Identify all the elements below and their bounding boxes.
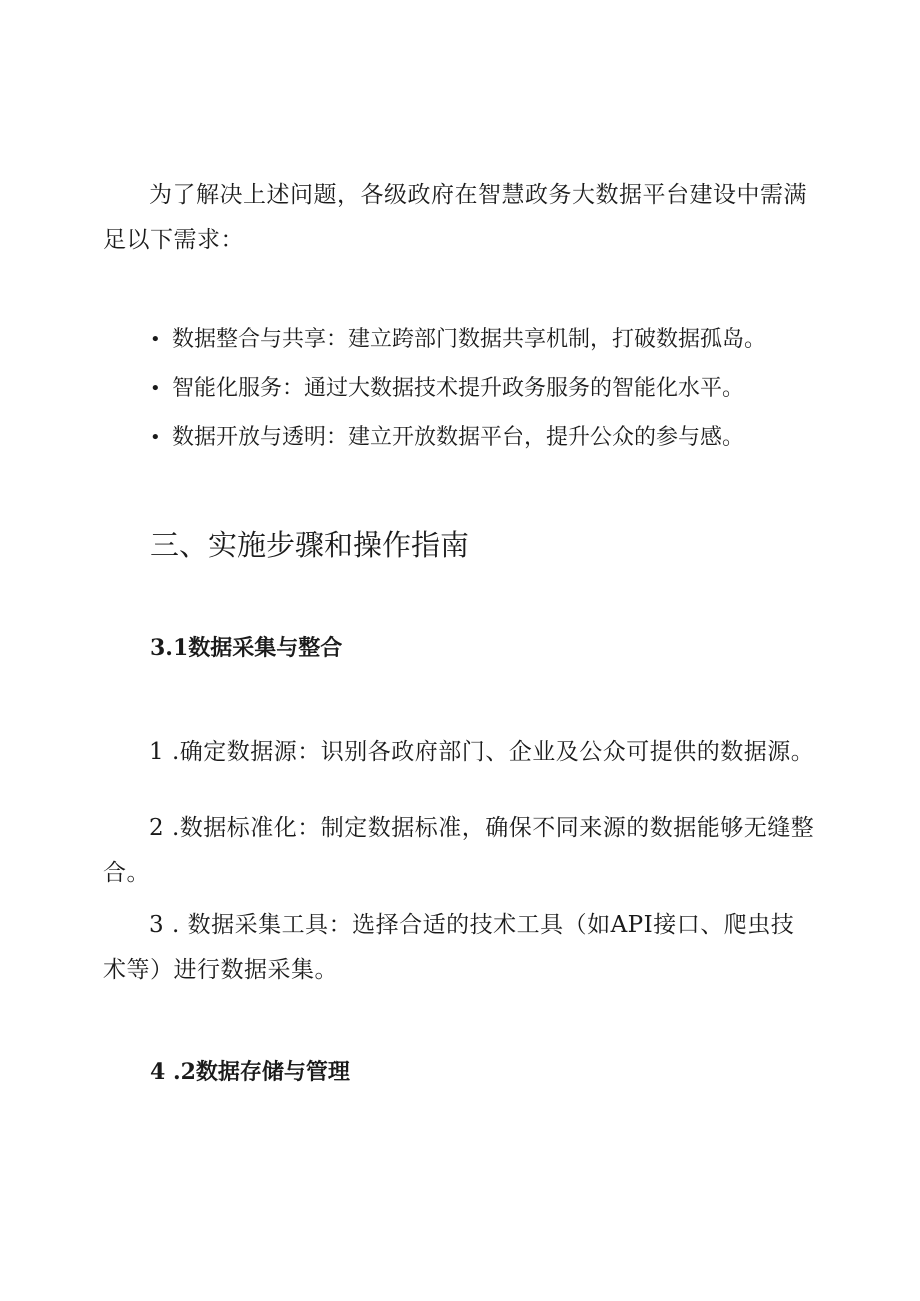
bullet-icon: • (150, 427, 161, 448)
step-2-paragraph: 2 .数据标准化：制定数据标准，确保不同来源的数据能够无缝整合。 (103, 815, 815, 886)
requirement-text: 数据整合与共享：建立跨部门数据共享机制，打破数据孤岛。 (172, 327, 767, 352)
requirement-text: 数据开放与透明：建立开放数据平台，提升公众的参与感。 (172, 425, 745, 450)
requirement-item (150, 374, 850, 404)
subsection-heading: 4 .2数据存储与管理 (150, 1059, 350, 1085)
step-1-paragraph: 1 .确定数据源：识别各政府部门、企业及公众可提供的数据源。 (149, 739, 815, 765)
intro-paragraph: 为了解决上述问题，各级政府在智慧政务大数据平台建设中需满足以下需求： (103, 182, 807, 253)
requirement-text: 智能化服务：通过大数据技术提升政务服务的智能化水平。 (172, 376, 745, 401)
requirement-item (150, 423, 850, 453)
bullet-icon: • (150, 378, 161, 399)
bullet-icon: • (150, 329, 161, 350)
requirement-item (150, 325, 850, 355)
section-heading: 三、实施步骤和操作指南 (150, 528, 470, 562)
step-3-paragraph: 3 . 数据采集工具：选择合适的技术工具（如API接口、爬虫技术等）进行数据采集。 (103, 912, 795, 983)
subsection-heading: 3.1数据采集与整合 (150, 635, 343, 661)
